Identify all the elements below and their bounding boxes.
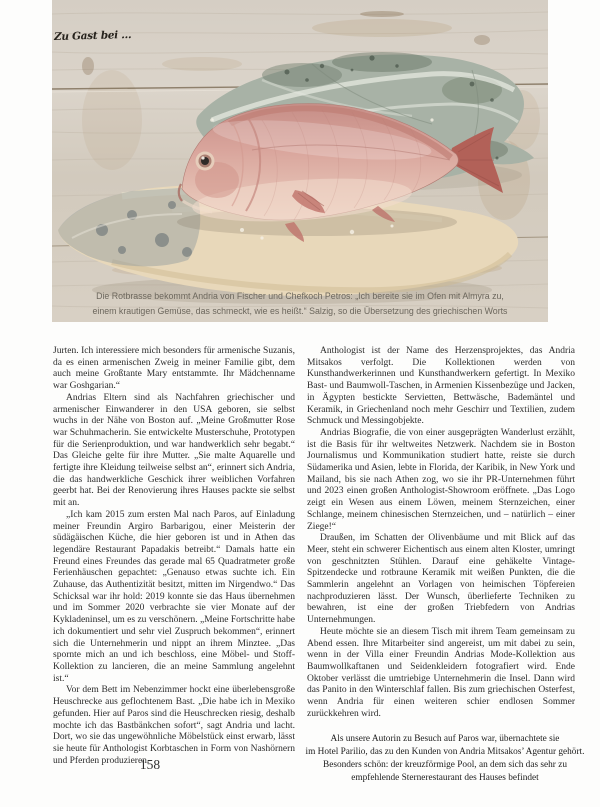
column-left bbox=[53, 346, 295, 767]
body-paragraph: Andrias Biografie, die von einer ausgeprägten Wanderlust erzählt, ist die Basis für ihr weltweites Netzwerk. Nachdem sie in Boston Journalismus und Kommunikation studiert hatte, reiste sie durch Südamerika und Asien, lebte in Florida, der Karibik, in New York und Mailand, bis sie nach Athen zog, wo sie ihr PR-Unternehmen führt und 2023 einen großen Anthologist-Showroom eröffnete. „Das Logo zeigt ein Wesen aus einem Löwen, meinem Sternzeichen, einer Schlange, meinem chinesischen Sternzeichen, und – natürlich – einer Ziege!“ bbox=[307, 427, 575, 532]
article-body bbox=[53, 346, 575, 767]
fish-photo-illustration bbox=[52, 0, 548, 322]
body-paragraph: „Ich kam 2015 zum ersten Mal nach Paros, auf Einladung meiner Freundin Argiro Barbarigou, einer Meisterin der südägäischen Küche, die hier geboren ist und in Athen das legendäre Restaurant Papadakis betreibt.“ Damals hatte ein Freund eines Freundes das gerade mal 65 Quadratmeter große Ferienhäuschen gepachtet: „Genauso etwas suchte ich. Ein Zuhause, das Authentizität besitzt, mitten im Nirgendwo.“ Das Schicksal war ihr hold: 2019 konnte sie das Haus übernehmen und im Sommer 2020 verbrachte sie vier Monate auf der Kykladeninsel, um es zu verschönern. „Meine Fortschritte habe ich dokumentiert und sehr viel Zuspruch bekommen“, erinnert sich die Unternehmerin und nippt an ihrem Minztee. „Das spornte mich an und ich beschloss, eine Möbel- und Stoff-Kollektion zu lancieren, die an meine Sammlung angelehnt ist.“ bbox=[53, 509, 295, 684]
body-paragraph: Vor dem Bett im Nebenzimmer hockt eine überlebensgroße Heuschrecke aus geflochtenem Bast. „Die habe ich in Mexiko gefunden. Hier auf Paros sind die Heuschrecken riesig, deshalb mochte ich das Bastbänkchen sofort“, sagt Andria und lacht. Dort, wo sie das ungewöhnliche Möbelstück einst erwarb, lässt sie heute für Anthologist Korbtaschen in Form von Nashörnern und Pferden produzieren. bbox=[53, 685, 295, 766]
page-number: 158 bbox=[139, 757, 161, 772]
column-right bbox=[307, 346, 575, 767]
body-paragraph: Draußen, im Schatten der Olivenbäume und mit Blick auf das Meer, steht ein schwerer Eichentisch aus einem alten Kloster, umringt von geschnitzten Stühlen. Darauf eine gehäkelte Vintage-Spitzendecke und rotbraune Keramik mit weißen Punkten, die die Sammlerin angelehnt an Vorlagen von heimischen Töpfereien nachproduzieren lässt. Der Wunsch, überlieferte Techniken zu bewahren, ist eine der großen Triebfedern von Andrias Unternehmungen. bbox=[307, 533, 575, 626]
body-paragraph: Jurten. Ich interessiere mich besonders für armenische Suzanis, da es einen armenischen Zweig in meiner Familie gibt, dem auch meine Großtante Mary entstammte. Ihr Mädchenname war Goshgarian.“ bbox=[53, 346, 295, 392]
body-paragraph: Anthologist ist der Name des Herzensprojektes, das Andria Mitsakos verfolgt. Die Kollektionen werden von Kunsthandwerkerinnen und Kunsthandwerkern gefertigt. In Mexiko Bast- und Baumwoll-Taschen, in Armenien Kissenbezüge und Jacken, in Ägypten bestickte Servietten, Bettwäsche, Bademäntel und Keramik, in Griechenland noch mehr Geschirr und Textilien, zudem Schmuck und Messingobjekte. bbox=[307, 346, 575, 427]
author-note: Als unsere Autorin zu Besuch auf Paros war, übernachtete sie im Hotel Parilio, das zu den Kunden von Andria Mitsakos’ Agentur gehört. Besonders schön: der kreuzförmige Pool, an dem sich das sehr zu empfehlende Sternerestaurant des Hauses befindet bbox=[305, 734, 585, 783]
photo-caption: Die Rotbrasse bekommt Andria von Fischer und Chefkoch Petros: „Ich bereite sie im Ofen mit Almyra zu, einem krautigen Gemüse, das schmeckt, wie es heißt.“ Salzig, so die Übersetzung des griechischen Worts bbox=[92, 291, 508, 316]
body-paragraph: Andrias Eltern sind als Nachfahren griechischer und armenischer Einwanderer in den USA geboren, sie selbst wuchs in der Nähe von Boston auf. „Meine Großmutter Rose war Schuhmacherin. Sie entwickelte Musterschuhe, Prototypen für die Serienproduktion, und war handwerklich sehr begabt.“ Das Gleiche gelte für ihre Mutter. „Sie malte Aquarelle und fertigte ihre Kleidung teilweise selbst an“, erinnert sich Andria, die das handwerkliche Geschick ihrer weiblichen Vorfahren geerbt hat. Bei der Renovierung ihres Hauses packte sie selbst mit an. bbox=[53, 392, 295, 509]
body-paragraph: Heute möchte sie an diesem Tisch mit ihrem Team gemeinsam zu Abend essen. Ihre Mitarbeiter sind angereist, um mit dabei zu sein, wenn in der Villa einer Freundin Andrias Mode-Kollektion aus Baumwollkaftanen und Seidenkleidern fotografiert wird. Ende Oktober verlässt die umtriebige Unternehmerin die Insel. Dann wird das Panito in den Winterschlaf fallen. Bis zum griechischen Osterfest, wenn Andria für einen weiteren schier endlosen Sommer zurückkehren wird. bbox=[307, 626, 575, 719]
hero-photo bbox=[52, 0, 548, 322]
section-label: Zu Gast bei ... bbox=[53, 28, 132, 44]
